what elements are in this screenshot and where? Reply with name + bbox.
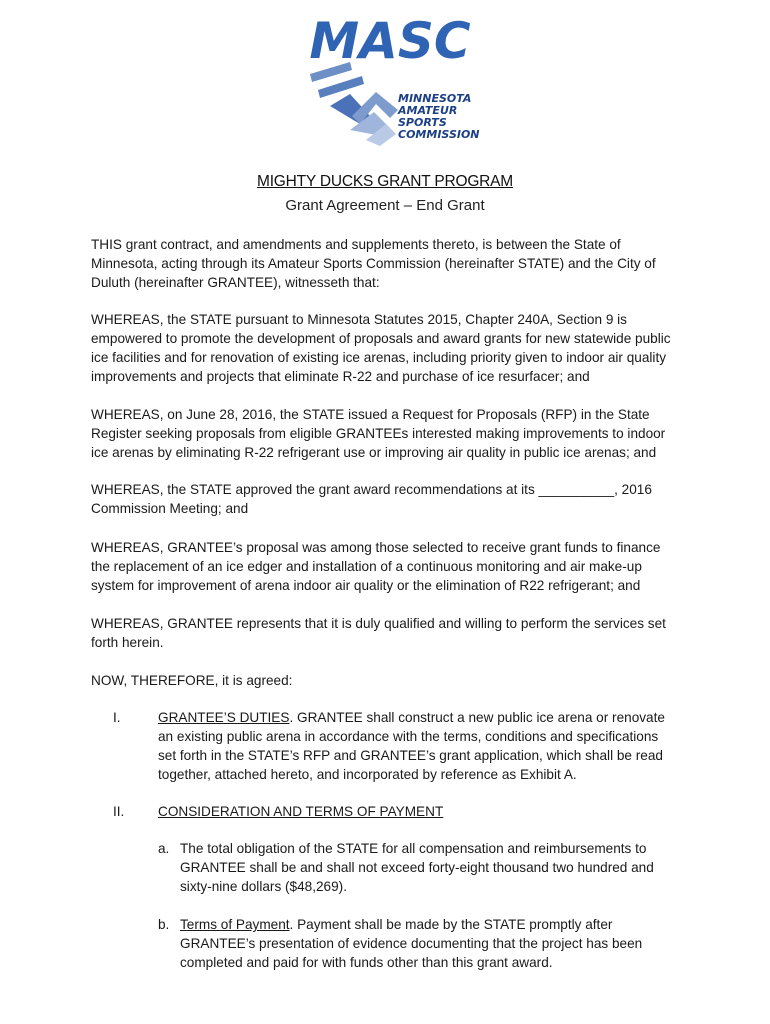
section-body (158, 802, 678, 821)
section-text: . GRANTEE shall construct a new public ice arena or renovate an existing public arena in accordance with the terms, conditions and specifications set forth in the STATE’s RFP and GRANTEE’s grant application, which shall be read together, attached hereto, and incorporated by reference as Exhibit A. (158, 710, 665, 782)
document-subtitle: Grant Agreement – End Grant (285, 197, 485, 214)
paragraph-whereas-1: WHEREAS, the STATE pursuant to Minnesota Statutes 2015, Chapter 240A, Section 9 is empowered to promote the development of proposals and award grants for new statewide public ice facilities and for renovation of existing ice arenas, including priority given to indoor air quality improvements and projects that eliminate R-22 and purchase of ice resurfacer; and (91, 312, 671, 384)
item-body (180, 915, 668, 972)
masc-logo-graphic (290, 12, 490, 154)
section-body (158, 708, 678, 784)
masc-logo (290, 12, 490, 154)
logo-line-4: COMMISSION (398, 128, 480, 141)
paragraph-agreed: NOW, THEREFORE, it is agreed: (91, 673, 293, 688)
paragraph-whereas-3: WHEREAS, the STATE approved the grant award recommendations at its __________, 2016 Commission Meeting; and (91, 482, 652, 516)
section-number: I. (113, 710, 121, 725)
logo-line-1: MINNESOTA (398, 92, 472, 105)
logo-line-2: AMATEUR (398, 104, 458, 117)
document-title: MIGHTY DUCKS GRANT PROGRAM (256, 173, 514, 190)
paragraph-whereas-4: WHEREAS, GRANTEE’s proposal was among those selected to receive grant funds to finance the replacement of an ice edger and installation of a continuous monitoring and air make-up system for improvement of arena indoor air quality or the elimination of R22 refrigerant; and (91, 540, 661, 593)
paragraph-intro: THIS grant contract, and amendments and supplements thereto, is between the State of Minnesota, acting through its Amateur Sports Commission (hereinafter STATE) and the City of Duluth (hereinafter GRANTEE), witnesseth that: (91, 237, 656, 290)
logo-wordmark: MASC (309, 12, 471, 70)
item-text: . Payment shall be made by the STATE promptly after GRANTEE’s presentation of evidence documenting that the project has been completed and paid for with funds other than this grant award. (180, 917, 643, 970)
item-label: a. (158, 841, 170, 856)
section-heading: GRANTEE’S DUTIES (158, 710, 290, 725)
item-label: b. (158, 917, 170, 932)
item-heading: Terms of Payment (180, 917, 290, 932)
item-text: The total obligation of the STATE for all compensation and reimbursements to GRANTEE shall be and shall not exceed forty-eight thousand two hundred and sixty-nine dollars ($48,269). (180, 841, 654, 894)
logo-wave-icon (310, 62, 398, 146)
paragraph-whereas-2: WHEREAS, on June 28, 2016, the STATE issued a Request for Proposals (RFP) in the State Register seeking proposals from eligible GRANTEEs interested making improvements to indoor ice arenas by eliminating R-22 refrigerant use or improving air quality in public ice arenas; and (91, 407, 666, 460)
logo-line-3: SPORTS (398, 116, 447, 129)
section-number: II. (113, 804, 125, 819)
paragraph-whereas-5: WHEREAS, GRANTEE represents that it is duly qualified and willing to perform the services set forth herein. (91, 616, 666, 650)
section-heading: CONSIDERATION AND TERMS OF PAYMENT (158, 804, 444, 819)
